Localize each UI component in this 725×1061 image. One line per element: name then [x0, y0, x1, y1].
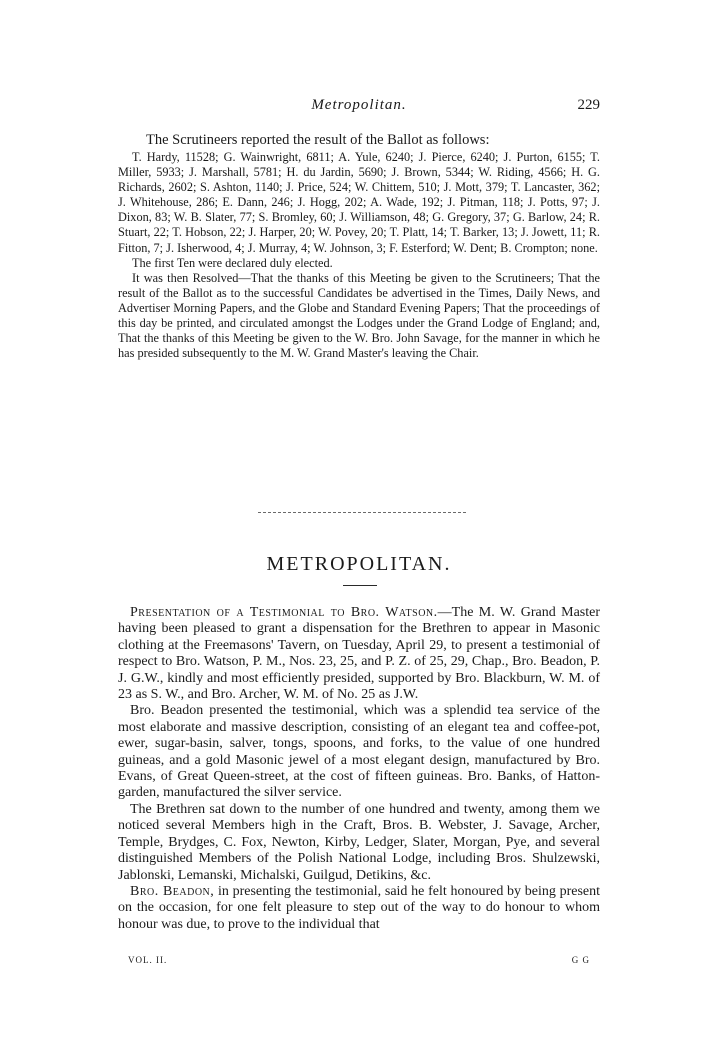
article-paragraph-4: [118, 884, 600, 933]
article-paragraph-1-text: —The M. W. Grand Master having been pleased to grant a dispensation for the Brethren to appear in Masonic clothing at the Freemasons' Tavern, on Tuesday, April 29, to present a testimonial of respect to Bro. Watson, P. M., Nos. 23, 25, and P. Z. of 25, 29, Chap., Bro. Beadon, P. J. G.W., kindly and most efficiently presided, supported by Bro. Blackburn, W. M. of 23 as S. W., and Bro. Archer, W. M. of No. 25 as J.W.: [118, 605, 600, 703]
ballot-declared: The first Ten were declared duly elected.: [132, 255, 333, 270]
article-paragraph-2: Bro. Beadon presented the testimonial, which was a splendid tea service of the most elaborate and massive description, consisting of an elegant tea and coffee-pot, ewer, sugar-basin, salver, tongs, spoons, and forks, to the value of one hundred guineas, and a gold Masonic jewel of a most elegant design, manufactured by Bro. Evans, of Great Queen-street, at the cost of fifteen guineas. Bro. Banks, of Hatton-garden, manufactured the silver service.: [118, 703, 600, 801]
volume-label: VOL. II.: [128, 955, 168, 965]
article-heading: Presentation of a Testimonial to Bro. Watson.: [130, 605, 438, 620]
page-footer: [128, 955, 590, 969]
ballot-results: T. Hardy, 11528; G. Wainwright, 6811; A. Yule, 6240; J. Pierce, 6240; J. Purton, 6155; T. Miller, 5933; J. Marshall, 5781; H. du Jardin, 5690; J. Brown, 5344; W. Riding, 4566; H. G. Richards, 2602; S. Ashton, 1140; J. Price, 524; W. Chittem, 510; J. Mott, 379; T. Lancaster, 362; J. Whitehouse, 286; E. Dann, 246; J. Hogg, 202; A. Wade, 192; J. Pitman, 118; J. Potts, 97; J. Dixon, 83; W. B. Slater, 77; S. Bromley, 60; J. Williamson, 48; G. Gregory, 37; G. Barlow, 24; R. Stuart, 22; T. Hobson, 22; J. Harper, 20; W. Povey, 20; T. Platt, 14; T. Barker, 13; J. Jowett, 11; R. Fitton, 7; J. Isherwood, 4; J. Murray, 4; W. Johnson, 3; F. Esterford; W. Dent; B. Crompton; none.: [118, 150, 600, 255]
running-head: [118, 97, 600, 117]
speaker-name: Bro. Beadon,: [130, 883, 215, 899]
section-title: METROPOLITAN.: [266, 553, 452, 575]
signature-mark: G G: [571, 955, 590, 965]
title-rule: [343, 585, 377, 586]
ballot-report: [118, 131, 600, 361]
running-title: Metropolitan.: [311, 97, 407, 113]
page-number: 229: [577, 97, 600, 113]
section-divider: [258, 512, 466, 513]
article-paragraph-3: The Brethren sat down to the number of one hundred and twenty, among them we noticed several Members high in the Craft, Bros. B. Webster, J. Savage, Archer, Temple, Brydges, C. Fox, Newton, Kirby, Ledger, Slater, Morgan, Pye, and several distinguished Members of the Polish National Lodge, including Bros. Shulzewski, Jablonski, Lemanski, Michalski, Guilgud, Detikins, &c.: [118, 801, 600, 883]
article-body: [118, 605, 600, 933]
ballot-resolution: It was then Resolved—That the thanks of this Meeting be given to the Scrutineers; That the result of the Ballot as to the successful Candidates be advertised in the Times, Daily News, and Advertiser Morning Papers, and the Globe and Standard Evening Papers; That the proceedings of this day be printed, and circulated amongst the Lodges under the Grand Lodge of England; and, That the thanks of this Meeting be given to the W. Bro. John Savage, for the manner in which he has presided subsequently to the M. W. Grand Master's leaving the Chair.: [118, 270, 600, 361]
ballot-intro: The Scrutineers reported the result of the Ballot as follows:: [146, 132, 490, 148]
article-paragraph-1: [118, 605, 600, 703]
article-paragraph-4-text: in presenting the testimonial, said he felt honoured by being present on the occasion, for one felt pleasure to step out of the way to do honour to whom honour was due, to prove to the individual that: [118, 883, 600, 932]
